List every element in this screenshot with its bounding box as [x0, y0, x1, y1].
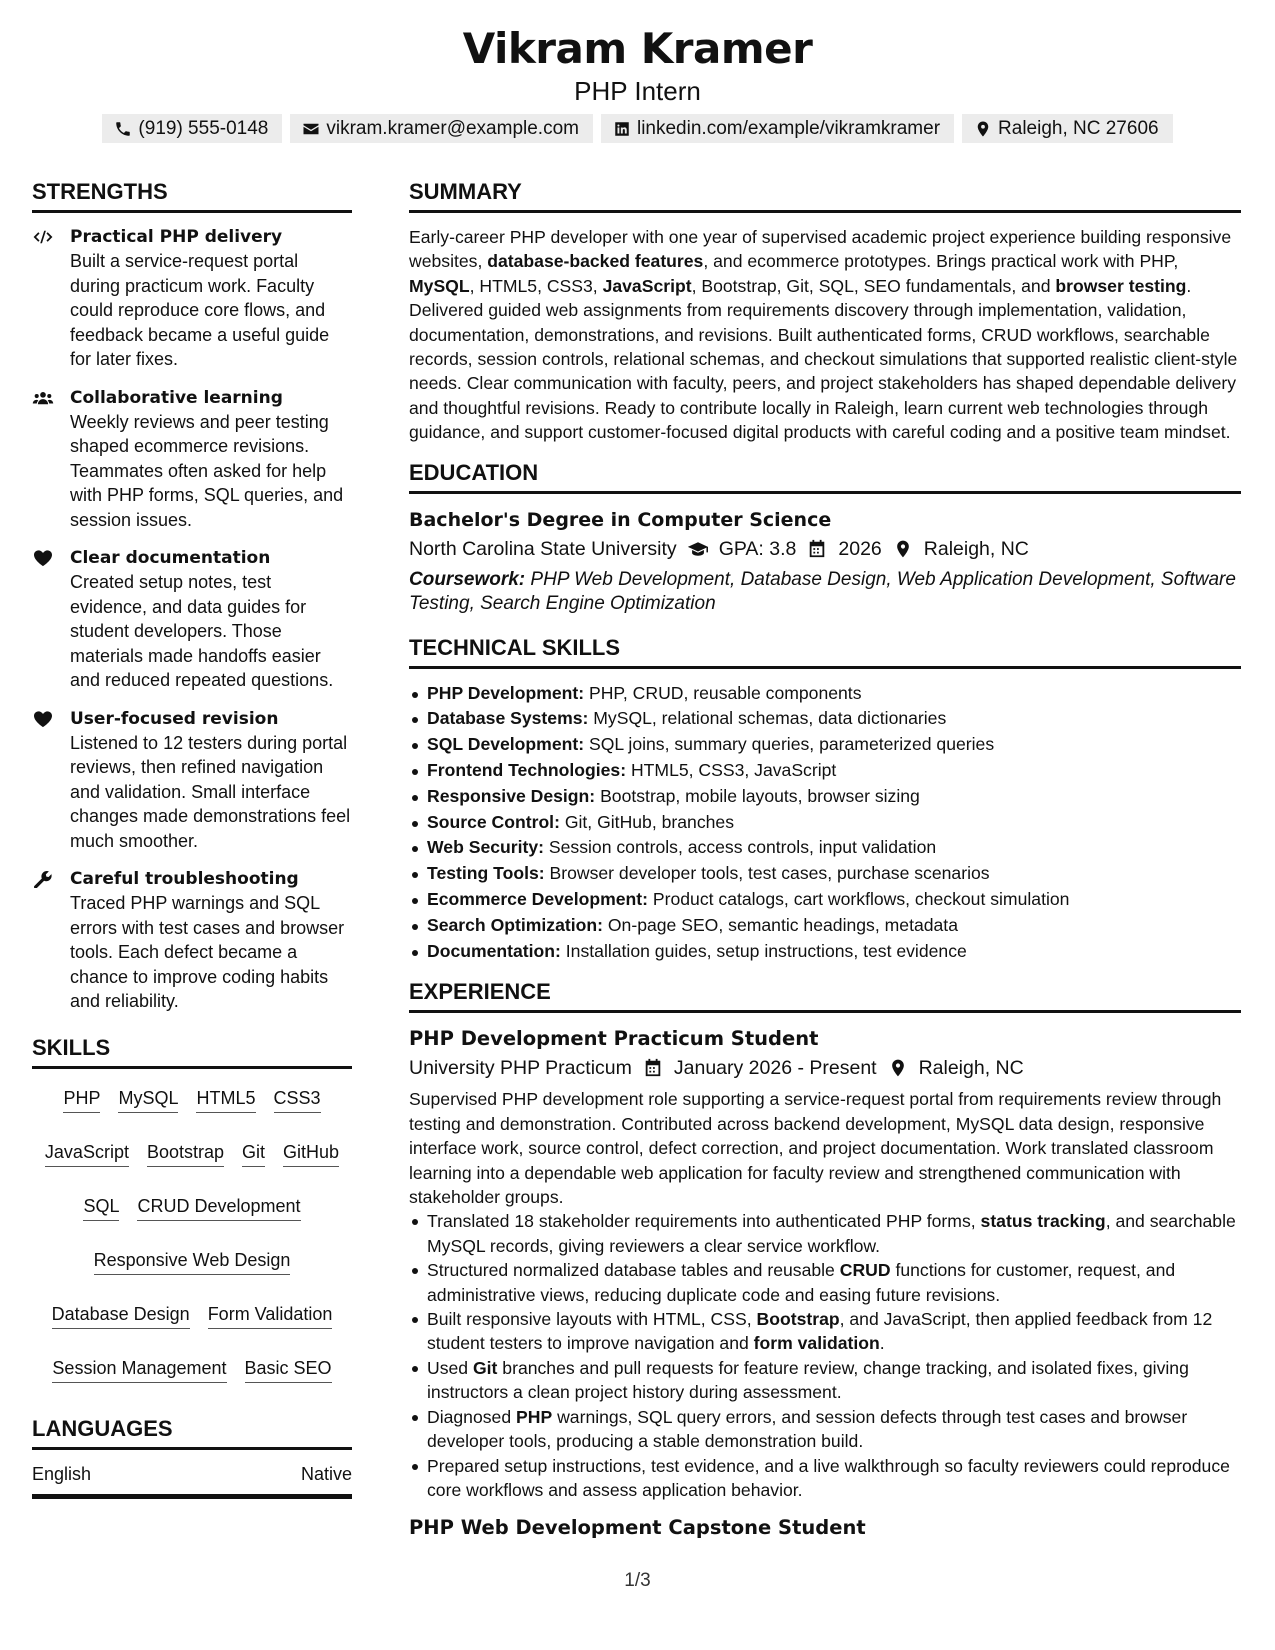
skills-tag-list [32, 1081, 352, 1415]
job-organization: University PHP Practicum [409, 1057, 632, 1080]
list-item: Search Optimization: On-page SEO, semantic headings, metadata [409, 913, 1241, 939]
job-location: Raleigh, NC [918, 1057, 1024, 1080]
strength-item [32, 867, 352, 1014]
list-item: PHP Development: PHP, CRUD, reusable components [409, 681, 1241, 707]
skill-tag: Database Design [52, 1301, 190, 1329]
heart-icon [32, 710, 54, 728]
users-icon [32, 389, 54, 407]
contact-location: Raleigh, NC 27606 [962, 114, 1173, 143]
strength-description: Built a service-request portal during practicum work. Faculty could reproduce core flows, and feedback became a useful guide for later fixes. [70, 251, 330, 369]
list-item: SQL Development: SQL joins, summary queries, parameterized queries [409, 732, 1241, 758]
skill-tag: CRUD Development [137, 1193, 300, 1221]
education-location: Raleigh, NC [923, 537, 1029, 560]
skill-tag: Git [242, 1139, 265, 1167]
list-item: Built responsive layouts with HTML, CSS, Bootstrap, and JavaScript, then applied feedback from 12 student testers to improve navigation and form validation. [409, 1307, 1241, 1356]
skill-tag: PHP [63, 1085, 100, 1113]
strength-item [32, 546, 352, 693]
strength-description: Weekly reviews and peer testing shaped ecommerce revisions. Teammates often asked for help with PHP forms, SQL queries, and session issues. [70, 411, 344, 530]
contact-email[interactable]: vikram.kramer@example.com [290, 114, 593, 143]
list-item: Database Systems: MySQL, relational schemas, data dictionaries [409, 706, 1241, 732]
skill-tag: HTML5 [196, 1085, 255, 1113]
list-item: Web Security: Session controls, access controls, input validation [409, 835, 1241, 861]
job-bullet-list [409, 1209, 1241, 1502]
candidate-role: PHP Intern [574, 76, 701, 106]
contact-linkedin[interactable]: linkedin.com/example/vikramkramer [601, 114, 954, 143]
job-title: PHP Web Development Capstone Student [409, 1516, 866, 1540]
heart-icon [32, 549, 54, 567]
skill-tag: MySQL [118, 1085, 178, 1113]
code-icon [32, 228, 54, 246]
list-item: Source Control: Git, GitHub, branches [409, 810, 1241, 836]
coursework: Coursework: PHP Web Development, Database Design, Web Application Development, Software Testing, Search Engine Optimization [409, 568, 1236, 614]
education-meta [409, 534, 1241, 564]
skill-tag: Bootstrap [147, 1139, 224, 1167]
language-row [32, 1462, 352, 1499]
skill-tag: SQL [83, 1193, 119, 1221]
contact-bar [0, 114, 1275, 143]
list-item: Prepared setup instructions, test evidence, and a live walkthrough so faculty reviewers could reproduce core workflows and assess application behavior. [409, 1454, 1241, 1503]
skill-tag: GitHub [283, 1139, 339, 1167]
skill-tag: Session Management [52, 1355, 226, 1383]
strength-description: Created setup notes, test evidence, and data guides for student developers. Those materials made handoffs easier and reduced repeated questions. [70, 572, 334, 690]
strength-item [32, 386, 352, 533]
school-name: North Carolina State University [409, 537, 677, 560]
summary-heading: SUMMARY [409, 178, 1241, 213]
summary-text: Early-career PHP developer with one year of supervised academic project experience building responsive websites, database-backed features, and ecommerce prototypes. Brings practical work with PHP, MySQL, HTML5, CSS3, JavaScript, Bootstrap, Git, SQL, SEO fundamentals, and browser testing. Delivered guided web assignments from requirements discovery through implementation, validation, documentation, demonstrations, and revisions. Built authenticated forms, CRUD workflows, searchable records, session controls, relational schemas, and checkout simulations that supported realistic client-style needs. Clear communication with faculty, peers, and project stakeholders has shaped dependable delivery and thoughtful revisions. Ready to contribute locally in Raleigh, learn current web technologies through guidance, and support customer-focused digital products with careful coding and a positive team mindset. [409, 227, 1238, 443]
gpa: GPA: 3.8 [718, 537, 797, 560]
strength-title: Collaborative learning [70, 387, 283, 408]
contact-phone[interactable]: (919) 555-0148 [102, 114, 282, 143]
strength-title: Practical PHP delivery [70, 227, 283, 247]
job-dates: January 2026 - Present [673, 1057, 877, 1080]
resume-header [0, 22, 1275, 143]
strength-description: Listened to 12 testers during portal reviews, then refined navigation and validation. Small interface changes made demonstrations feel much smoother. [70, 732, 351, 851]
strength-title: Clear documentation [70, 548, 271, 568]
skill-tag: Basic SEO [245, 1355, 332, 1383]
right-column [409, 178, 1241, 1542]
strength-title: User-focused revision [70, 708, 279, 729]
list-item: Used Git branches and pull requests for feature review, change tracking, and isolated fixes, giving instructors a clean project history during assessment. [409, 1356, 1241, 1405]
list-item: Responsive Design: Bootstrap, mobile layouts, browser sizing [409, 784, 1241, 810]
map-pin-icon [892, 539, 914, 559]
linkedin-icon [613, 120, 631, 138]
strength-title: Careful troubleshooting [70, 869, 299, 889]
list-item: Ecommerce Development: Product catalogs, cart workflows, checkout simulation [409, 887, 1241, 913]
strength-description: Traced PHP warnings and SQL errors with test cases and browser tools. Each defect became a chance to improve coding habits and reliability. [70, 893, 345, 1011]
skill-tag: CSS3 [274, 1085, 321, 1113]
strength-item [32, 707, 352, 854]
technical-skills-list [409, 681, 1241, 965]
list-item: Frontend Technologies: HTML5, CSS3, JavaScript [409, 758, 1241, 784]
language-level: Native [300, 1463, 352, 1484]
list-item: Diagnosed PHP warnings, SQL query errors, and session defects through test cases and browser developer tools, producing a stable demonstration build. [409, 1405, 1241, 1454]
job-meta [409, 1053, 1241, 1083]
map-pin-icon [887, 1058, 909, 1078]
page-number: 1/3 [624, 1570, 651, 1591]
job-summary: Supervised PHP development role supporting a service-request portal from requirements review through testing and demonstration. Contributed across backend development, MySQL data design, responsive interface work, source control, defect correction, and project documentation. Work translated classroom learning into a dependable web application for faculty review and strengthened communication with stakeholder groups. [409, 1089, 1222, 1208]
list-item: Structured normalized database tables and reusable CRUD functions for customer, request, and administrative views, reducing duplicate code and easing future revisions. [409, 1258, 1241, 1307]
language-name: English [32, 1463, 92, 1484]
strength-item [32, 225, 352, 372]
list-item: Testing Tools: Browser developer tools, test cases, purchase scenarios [409, 861, 1241, 887]
degree-title: Bachelor's Degree in Computer Science [409, 508, 832, 531]
calendar-icon [806, 539, 828, 559]
job-title: PHP Development Practicum Student [409, 1027, 819, 1051]
phone-icon [114, 120, 132, 138]
calendar-icon [642, 1058, 664, 1078]
map-pin-icon [974, 120, 992, 138]
graduation-year: 2026 [838, 537, 882, 560]
skill-tag: Form Validation [208, 1301, 333, 1329]
list-item: Translated 18 stakeholder requirements into authenticated PHP forms, status tracking, and searchable MySQL records, giving reviewers a clear service workflow. [409, 1209, 1241, 1258]
experience-heading: EXPERIENCE [409, 978, 1241, 1013]
skill-tag: JavaScript [45, 1139, 129, 1167]
list-item: Documentation: Installation guides, setup instructions, test evidence [409, 939, 1241, 965]
wrench-icon [32, 870, 54, 888]
skills-heading: SKILLS [32, 1034, 352, 1069]
envelope-icon [302, 120, 320, 138]
candidate-name: Vikram Kramer [462, 24, 813, 73]
technical-skills-heading: TECHNICAL SKILLS [409, 634, 1241, 669]
education-heading: EDUCATION [409, 459, 1241, 494]
strengths-heading: STRENGTHS [32, 178, 352, 213]
left-column [32, 178, 352, 1499]
graduation-cap-icon [687, 539, 709, 559]
skill-tag: Responsive Web Design [94, 1247, 291, 1275]
languages-heading: LANGUAGES [32, 1415, 352, 1450]
